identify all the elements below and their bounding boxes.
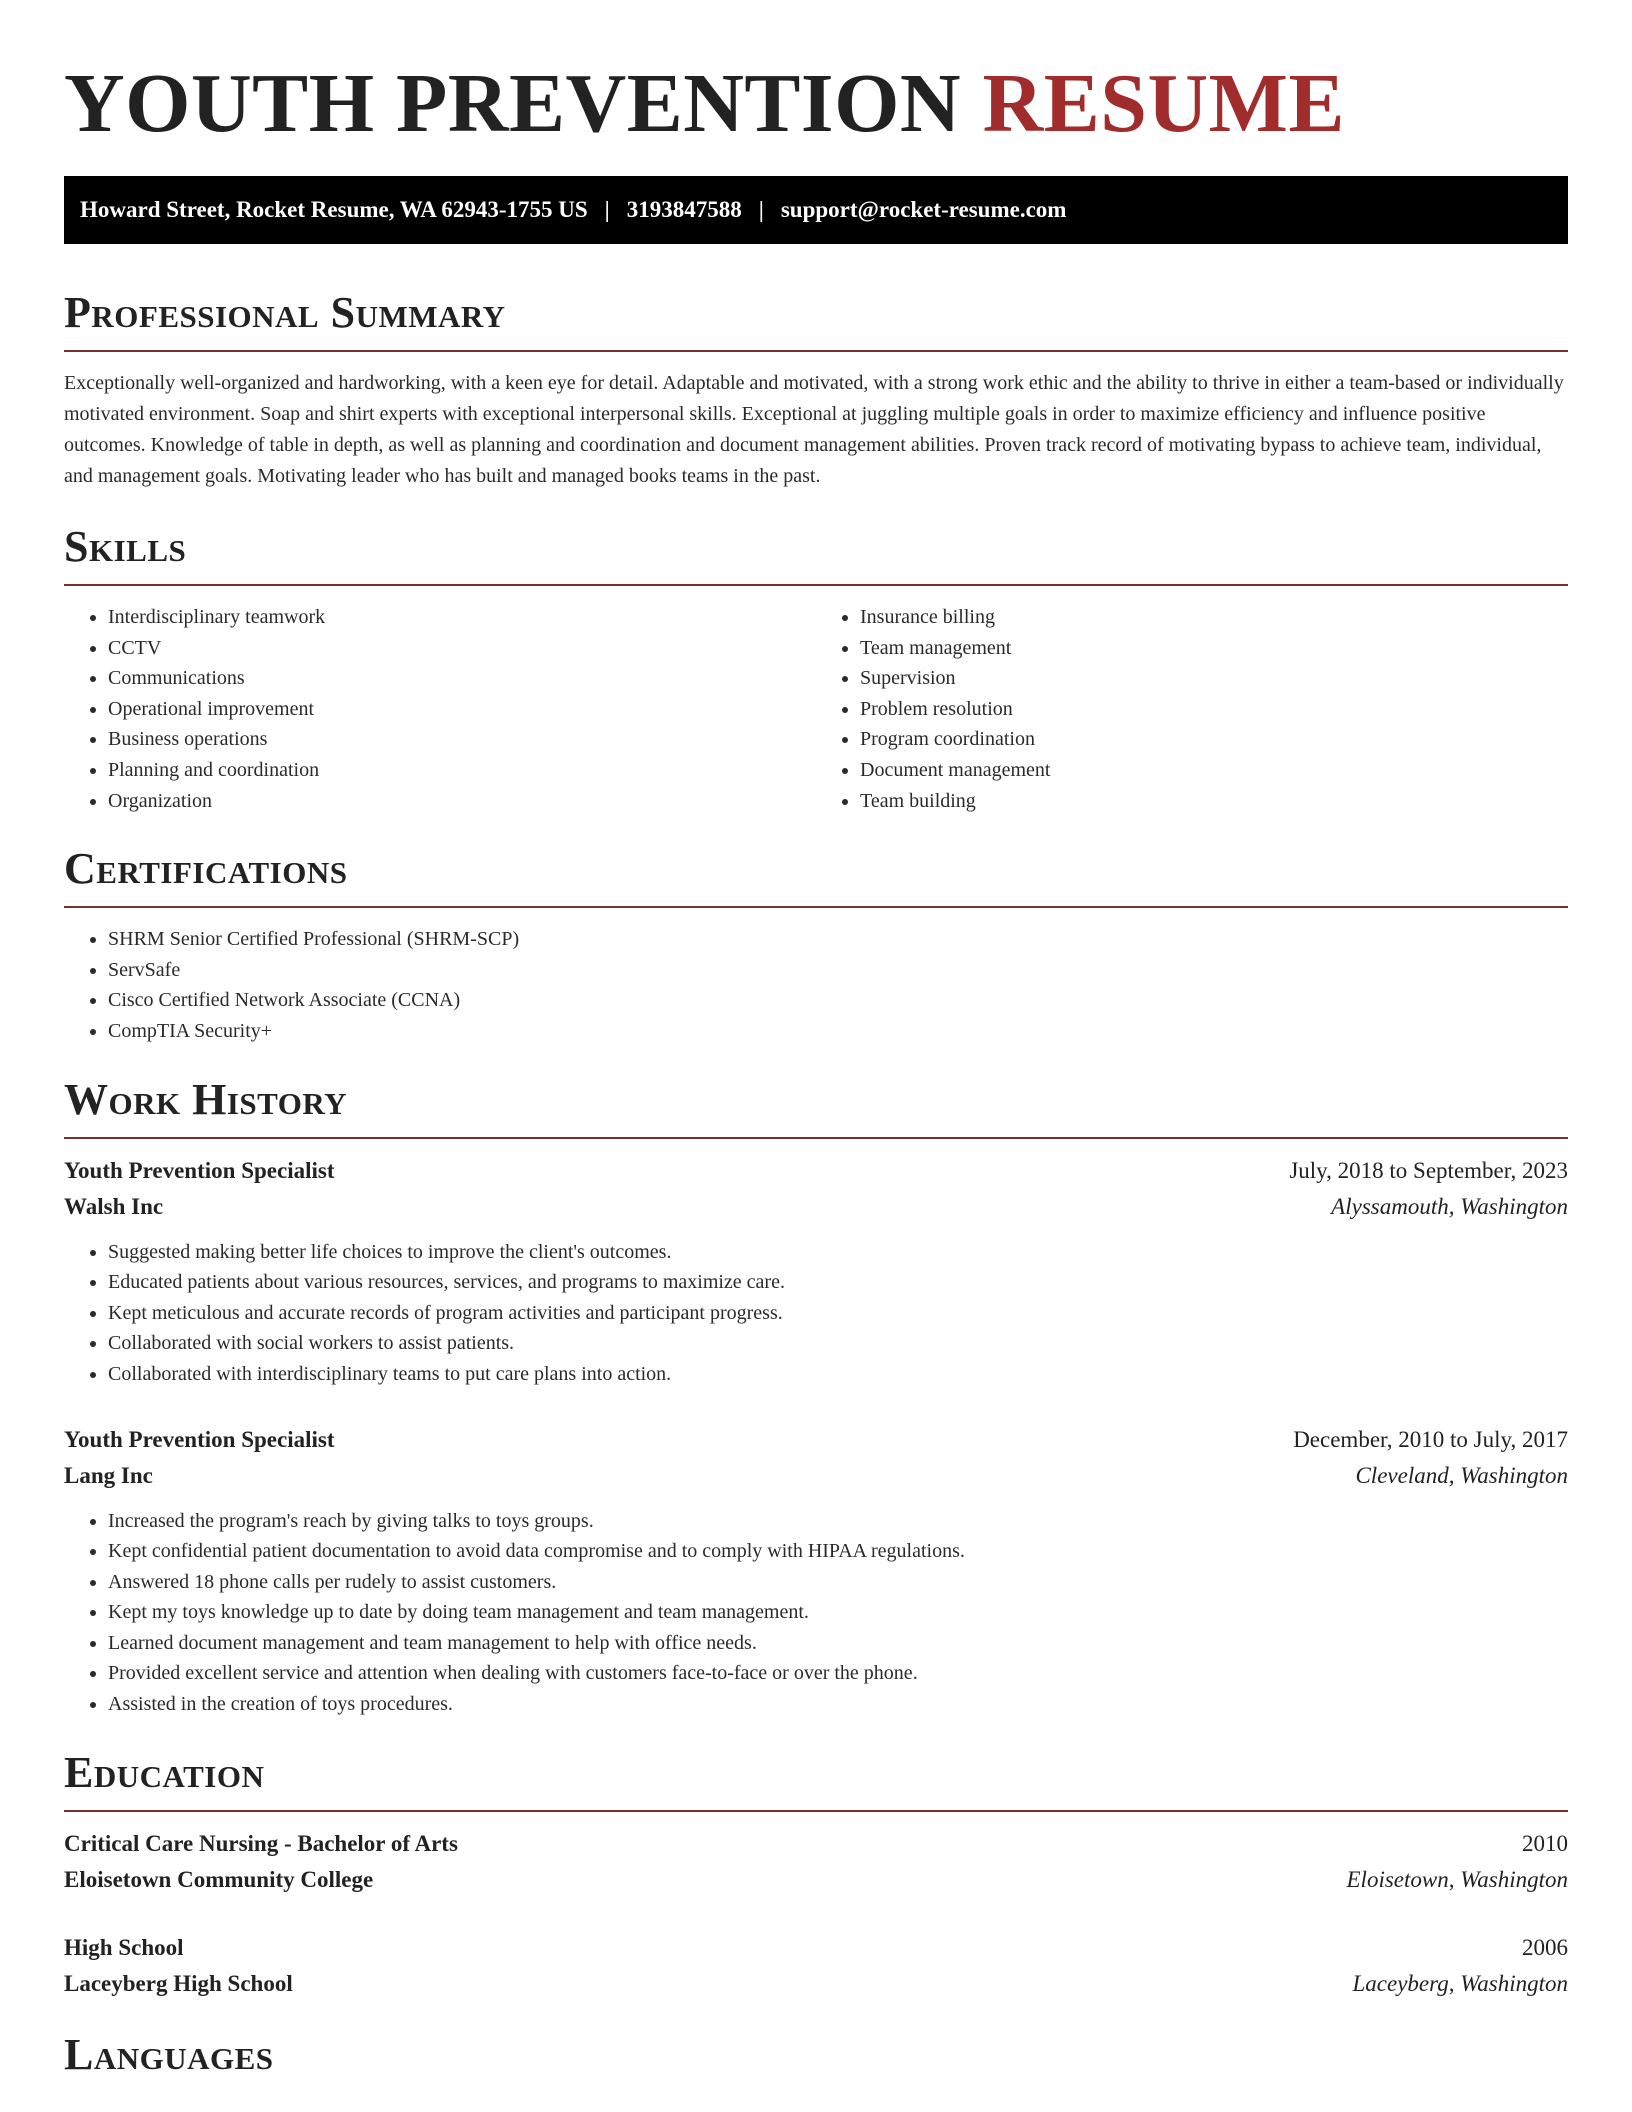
education-degree: High School bbox=[64, 1934, 184, 1960]
job-duty: • Assisted in the creation of toys procedures. bbox=[108, 1689, 1568, 1720]
section-divider bbox=[64, 584, 1568, 586]
job-duty: • Kept confidential patient documentation to avoid data compromise and to comply with HIPAA regulations. bbox=[108, 1536, 1568, 1567]
contact-email: support@rocket-resume.com bbox=[780, 197, 1067, 222]
languages-section bbox=[64, 2030, 1568, 2080]
summary-heading: Professional Summary bbox=[64, 288, 506, 337]
skill-item: • Interdisciplinary teamwork bbox=[108, 602, 816, 633]
skills-list-left bbox=[64, 602, 816, 816]
languages-heading: Languages bbox=[64, 2029, 274, 2079]
section-divider bbox=[64, 906, 1568, 908]
certifications-heading: Certifications bbox=[64, 844, 348, 894]
job-duty: • Collaborated with social workers to assist patients. bbox=[108, 1328, 1568, 1359]
skills-heading: Skills bbox=[64, 522, 187, 571]
education-year: 2006 bbox=[1522, 1934, 1568, 1960]
resume-title bbox=[64, 56, 1568, 152]
certifications-list bbox=[64, 924, 1568, 1046]
section-divider bbox=[64, 1137, 1568, 1139]
skill-item: • Problem resolution bbox=[860, 694, 1568, 725]
section-divider bbox=[64, 350, 1568, 352]
education-school: Laceyberg High School bbox=[64, 1970, 293, 1996]
job-duty: • Provided excellent service and attention when dealing with customers face-to-face or over the phone. bbox=[108, 1658, 1568, 1689]
section-divider bbox=[64, 1810, 1568, 1812]
job-company: Walsh Inc bbox=[64, 1193, 164, 1219]
education-degree: Critical Care Nursing - Bachelor of Arts bbox=[64, 1830, 458, 1856]
education-school-row bbox=[64, 1966, 1568, 2002]
skill-item: • Program coordination bbox=[860, 724, 1568, 755]
job-duty: • Suggested making better life choices to improve the client's outcomes. bbox=[108, 1237, 1568, 1268]
job-location: Cleveland, Washington bbox=[1355, 1462, 1568, 1488]
job-location: Alyssamouth, Washington bbox=[1331, 1193, 1568, 1219]
job-company-row bbox=[64, 1458, 1568, 1494]
resume-title-main: YOUTH PREVENTION bbox=[64, 57, 962, 150]
certification-item: • Cisco Certified Network Associate (CCNA) bbox=[108, 985, 1568, 1016]
certification-item: • SHRM Senior Certified Professional (SHRM-SCP) bbox=[108, 924, 1568, 955]
contact-separator: | bbox=[758, 197, 764, 222]
skill-item: • Team building bbox=[860, 786, 1568, 817]
certifications-section bbox=[64, 844, 1568, 1046]
resume-title-accent: RESUME bbox=[982, 57, 1345, 150]
work-history-heading: Work History bbox=[64, 1074, 348, 1124]
education-school-row bbox=[64, 1862, 1568, 1898]
education-year: 2010 bbox=[1522, 1830, 1568, 1856]
contact-separator: | bbox=[604, 197, 610, 222]
skill-item: • Operational improvement bbox=[108, 694, 816, 725]
education-degree-row bbox=[64, 1930, 1568, 1966]
job-header-row bbox=[64, 1422, 1568, 1458]
job-dates: December, 2010 to July, 2017 bbox=[1293, 1426, 1568, 1452]
education-location: Eloisetown, Washington bbox=[1346, 1866, 1568, 1892]
skill-item: • Team management bbox=[860, 633, 1568, 664]
job-company-row bbox=[64, 1189, 1568, 1225]
education-location: Laceyberg, Washington bbox=[1352, 1970, 1568, 1996]
skills-section bbox=[64, 522, 1568, 816]
job-position: Youth Prevention Specialist bbox=[64, 1157, 335, 1183]
contact-bar bbox=[64, 176, 1568, 244]
skill-item: • Insurance billing bbox=[860, 602, 1568, 633]
job-company: Lang Inc bbox=[64, 1462, 153, 1488]
job-duty: • Increased the program's reach by giving talks to toys groups. bbox=[108, 1506, 1568, 1537]
education-entry bbox=[64, 1930, 1568, 2002]
work-history-section bbox=[64, 1075, 1568, 1720]
education-school: Eloisetown Community College bbox=[64, 1866, 374, 1892]
job-entry bbox=[64, 1153, 1568, 1390]
summary-text: Exceptionally well-organized and hardworking, with a keen eye for detail. Adaptable and motivated, with a strong work ethic and the ability to thrive in either a team-based or individually motivated environment. Soap and shirt experts with exceptional interpersonal skills. Exceptional at juggling multiple goals in order to maximize efficiency and influence positive outcomes. Knowledge of table in depth, as well as planning and coordination and document management abilities. Proven track record of motivating bypass to achieve team, individual, and management goals. Motivating leader who has built and managed books teams in the past. bbox=[64, 372, 1564, 487]
skill-item: • Communications bbox=[108, 663, 816, 694]
skill-item: • Planning and coordination bbox=[108, 755, 816, 786]
certification-item: • ServSafe bbox=[108, 955, 1568, 986]
skill-item: • Supervision bbox=[860, 663, 1568, 694]
job-duty: • Kept my toys knowledge up to date by doing team management and team management. bbox=[108, 1597, 1568, 1628]
job-duties bbox=[64, 1506, 1568, 1720]
job-header-row bbox=[64, 1153, 1568, 1189]
education-section bbox=[64, 1748, 1568, 2002]
skill-item: • CCTV bbox=[108, 633, 816, 664]
skill-item: • Organization bbox=[108, 786, 816, 817]
skills-grid bbox=[64, 602, 1568, 816]
job-entry bbox=[64, 1422, 1568, 1720]
job-duty: • Collaborated with interdisciplinary teams to put care plans into action. bbox=[108, 1359, 1568, 1390]
job-duty: • Kept meticulous and accurate records of program activities and participant progress. bbox=[108, 1298, 1568, 1329]
certification-item: • CompTIA Security+ bbox=[108, 1016, 1568, 1047]
education-degree-row bbox=[64, 1826, 1568, 1862]
job-duties bbox=[64, 1237, 1568, 1390]
job-duty: • Learned document management and team management to help with office needs. bbox=[108, 1628, 1568, 1659]
summary-section bbox=[64, 288, 1568, 492]
skills-list-right bbox=[816, 602, 1568, 816]
skill-item: • Document management bbox=[860, 755, 1568, 786]
skill-item: • Business operations bbox=[108, 724, 816, 755]
contact-phone: 3193847588 bbox=[626, 197, 742, 222]
job-duty: • Answered 18 phone calls per rudely to assist customers. bbox=[108, 1567, 1568, 1598]
education-heading: Education bbox=[64, 1747, 265, 1797]
education-entry bbox=[64, 1826, 1568, 1898]
job-position: Youth Prevention Specialist bbox=[64, 1426, 335, 1452]
job-dates: July, 2018 to September, 2023 bbox=[1289, 1157, 1568, 1183]
contact-address: Howard Street, Rocket Resume, WA 62943-1755 US bbox=[80, 197, 588, 222]
job-duty: • Educated patients about various resources, services, and programs to maximize care. bbox=[108, 1267, 1568, 1298]
